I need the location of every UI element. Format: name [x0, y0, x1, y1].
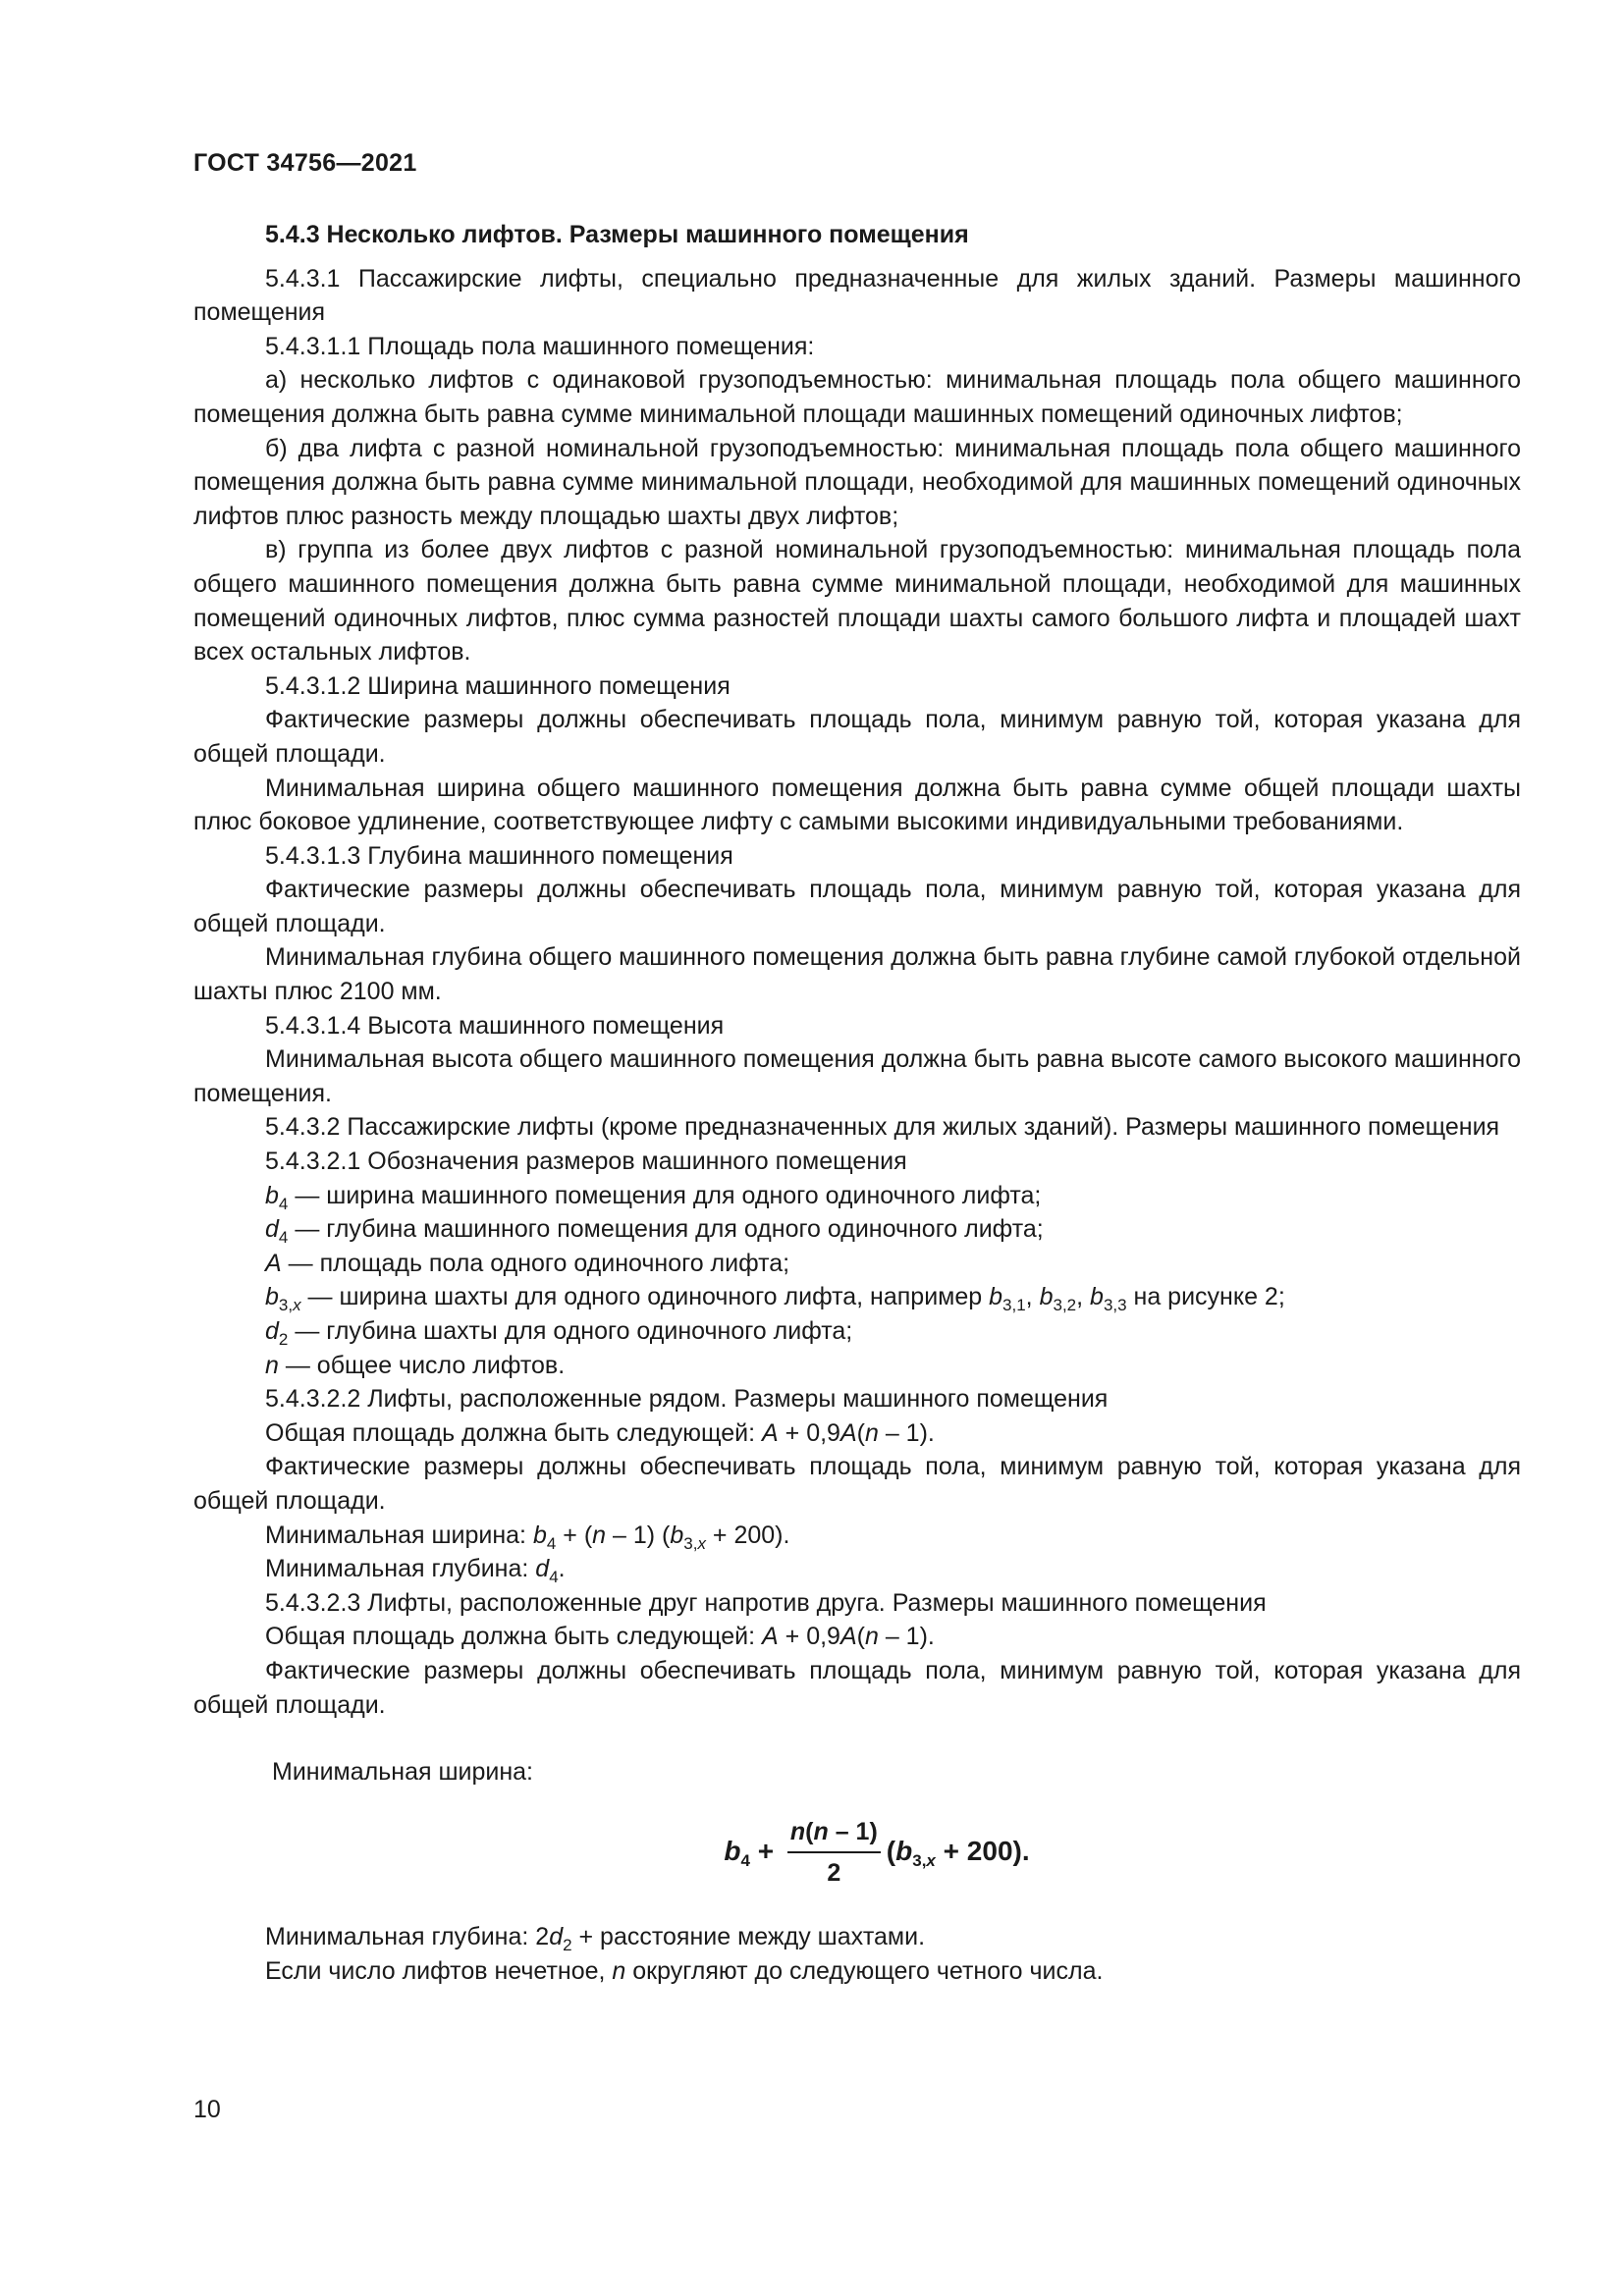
subsection-title: 5.4.3.1.2 Ширина машинного помещения — [265, 671, 731, 700]
subsection-title: 5.4.3.1.3 Глубина машинного помещения — [265, 841, 733, 870]
paragraph: 5.4.3.1.1 Площадь пола машинного помещения: — [265, 332, 815, 360]
subsection-title: 5.4.3.2.3 Лифты, расположенные друг напротив друга. Размеры машинного помещения — [265, 1588, 1267, 1617]
definition-b3x: $b_{3,x}$ — ширина шахты для одного одиночного лифта, например $b_{3,1}$, $b_{3,2}$, $b_{3,3}$ на рисунке 2; — [265, 1283, 1285, 1315]
paragraph: Фактические размеры должны обеспечивать площадь пола, минимум равную той, которая указана для общей площади. — [193, 1453, 1521, 1515]
paragraph: Минимальная глубина общего машинного помещения должна быть равна глубине самой глубокой отдельной шахты плюс 2100 мм. — [193, 943, 1521, 1006]
min-depth-formula: Минимальная глубина: $2d_2$ + расстояние между шахтами. — [265, 1922, 926, 1954]
min-width-label: Минимальная ширина: — [272, 1758, 534, 1787]
subsection-title: 5.4.3.2.1 Обозначения размеров машинного помещения — [265, 1148, 907, 1176]
document-header: ГОСТ 34756—2021 — [193, 149, 417, 177]
list-item-a: а) несколько лифтов с одинаковой грузоподъемностью: минимальная площадь пола общего машинного помещения должна быть равна сумме минимальной площади машинных помещений одиночных лифтов; — [193, 366, 1521, 428]
definition-n: n — общее число лифтов. — [265, 1351, 566, 1379]
paragraph: Фактические размеры должны обеспечивать площадь пола, минимум равную той, которая указана для общей площади. — [193, 876, 1521, 937]
paragraph: Фактические размеры должны обеспечивать площадь пола, минимум равную той, которая указана для общей площади. — [193, 706, 1521, 768]
total-area-formula: Общая площадь должна быть следующей: A + 0,9A(n – 1). — [265, 1623, 935, 1651]
paragraph: Минимальная ширина общего машинного помещения должна быть равна сумме общей площади шахты плюс боковое удлинение, соответствующее лифту с самыми высокими индивидуальными требованиями. — [193, 774, 1521, 836]
paragraph: 5.4.3.2 Пассажирские лифты (кроме предназначенных для жилых зданий). Размеры машинного помещения — [265, 1113, 1500, 1142]
page-number: 10 — [193, 2096, 221, 2123]
section-heading: 5.4.3 Несколько лифтов. Размеры машинного помещения — [265, 221, 969, 248]
definition-d2: $d_2$ — глубина шахты для одного одиночного лифта; — [265, 1317, 853, 1349]
paragraph: Фактические размеры должны обеспечивать площадь пола, минимум равную той, которая указана для общей площади. — [193, 1656, 1521, 1719]
definition-b4: $b_4$ — ширина машинного помещения для одного одиночного лифта; — [265, 1181, 1042, 1213]
definition-d4: $d_4$ — глубина машинного помещения для одного одиночного лифта; — [265, 1215, 1044, 1248]
total-area-formula: Общая площадь должна быть следующей: A + 0,9A(n – 1). — [265, 1418, 935, 1447]
min-width-display-formula: $b_4$ + $\frac{n(n - 1)}{2}$ $(b_{3,x} + 200)$. — [193, 1815, 1521, 1891]
paragraph: 5.4.3.1 Пассажирские лифты, специально предназначенные для жилых зданий. Размеры машинного помещения — [193, 264, 1521, 327]
definition-a: A — площадь пола одного одиночного лифта; — [265, 1249, 790, 1277]
document-body — [193, 218, 1521, 1988]
paragraph: Минимальная высота общего машинного помещения должна быть равна высоте самого высокого машинного помещения. — [193, 1045, 1521, 1107]
subsection-title: 5.4.3.1.4 Высота машинного помещения — [265, 1011, 725, 1040]
paragraph: Если число лифтов нечетное, n округляют до следующего четного числа. — [265, 1956, 1104, 1985]
min-width-formula: Минимальная ширина: $b_4 + (n - 1) (b_{3,x} + 200)$. — [265, 1521, 790, 1553]
list-item-b: б) два лифта с разной номинальной грузоподъемностью: минимальная площадь пола общего машинного помещения должна быть равна сумме минимальной площади, необходимой для машинных помещений одиночных лифтов плюс разность между площадью шахты двух лифтов; — [193, 434, 1521, 530]
list-item-c: в) группа из более двух лифтов с разной номинальной грузоподъемностью: минимальная площадь пола общего машинного помещения должна быть равна сумме минимальной площади, необходимой для машинных помещений одиночных лифтов, плюс сумма разностей площади шахты самого большого лифта и площадей шахт всех остальных лифтов. — [193, 536, 1521, 667]
fraction: $\frac{n(n - 1)}{2}$ — [787, 1815, 881, 1891]
subsection-title: 5.4.3.2.2 Лифты, расположенные рядом. Размеры машинного помещения — [265, 1385, 1109, 1414]
min-depth-formula: Минимальная глубина: $d_4$. — [265, 1555, 566, 1587]
